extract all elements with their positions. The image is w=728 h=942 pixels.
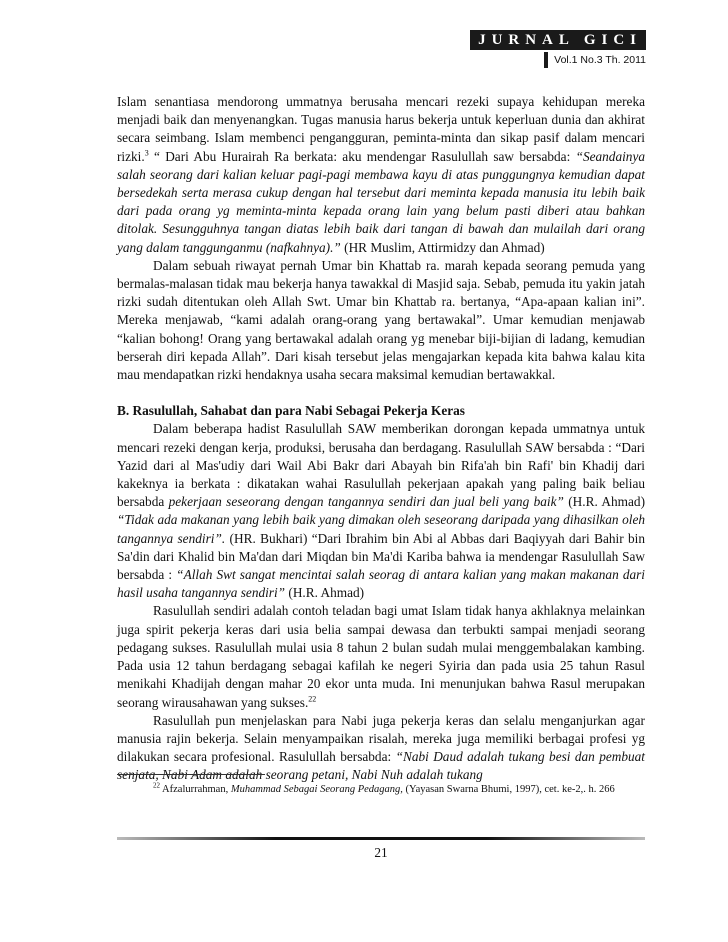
p1-hadith-quote: “Seandainya salah seorang dari kalian keluar pagi-pagi membawa kayu di atas punggungnya kemudian dapat bersedekah serta merasa cukup dengan hal tersebut dari meminta kepada manusia itu lebih baik dari pada orang yg meminta-minta kepada orang lain yang belum pasti diberi atau bahkan ditolak. Sesungguhnya tangan diatas lebih baik dari tangan di bawah dan mulailah dari orang yang dalam tanggunganmu (nafkahnya).” <box>117 148 645 255</box>
p1-text-1: Islam senantiasa mendorong ummatnya berusaha mencari rezeki supaya kehidupan mereka menjadi baik dan menyenangkan. Tugas manusia harus bekerja untuk keperluan dunia dan akhirat secara seimbang. Islam membenci pengangguran, peminta-minta dan sikap pasif dalam mencari rizki. <box>117 94 645 164</box>
journal-title: JURNAL GICI <box>470 30 646 50</box>
volume-bar <box>544 52 548 68</box>
p3-text-3: (HR. Bukhari) “Dari Ibrahim bin Abi al Abbas dari Baqiyyah dari Bahir bin Sa'din dari Khalid bin Ma'dan dari Miqdan bin Ma'di Kariba bahwa ia mendengar Rasulullah Saw bersabda : <box>117 530 645 583</box>
paragraph-1 <box>117 93 645 257</box>
p4-text-1: Rasulullah sendiri adalah contoh teladan bagi umat Islam tidak hanya akhlaknya melainkan juga spirit pekerja keras dari usia belia sampai dewasa dan terbukti sampai menjadi seorang pedagang sukses. Rasulullah mulai usia 8 tahun 2 bulan sudah mulai menggembalakan kambing. Pada usia 12 tahun berdagang sebagai kafilah ke negeri Syiria dan pada usia 25 tahun Rasul menikahi Khadijah dengan mahar 20 ekor unta muda. Ini menunjukan bahwa Rasul merupakan seorang wirausahawan yang sukses. <box>117 603 645 710</box>
paragraph-4 <box>117 602 645 711</box>
footnote-number: 22 <box>153 781 160 790</box>
p1-text-3: (HR Muslim, Attirmidzy dan Ahmad) <box>340 239 545 255</box>
volume-text: Vol.1 No.3 Th. 2011 <box>554 54 646 66</box>
footnote <box>117 782 645 798</box>
p3-quote-2: “Tidak ada makanan yang lebih baik yang dimakan oleh seseorang daripada yang dihasilkan oleh tangannya sendiri”. <box>117 512 645 546</box>
p4-footnote-ref: 22 <box>308 694 317 704</box>
p5-text-1: Rasulullah pun menjelaskan para Nabi juga pekerja keras dan selalu menganjurkan agar manusia rajin bekerja. Selain menyampaikan risalah, mereka juga memiliki berbagai profesi yg dilakukan secara profesional. Rasulullah bersabda: <box>117 712 645 765</box>
volume-line <box>470 52 646 68</box>
body-text <box>117 93 645 785</box>
p1-text-2: “ Dari Abu Hurairah Ra berkata: aku mendengar Rasulullah saw bersabda: <box>148 148 576 164</box>
p3-text-1: Dalam beberapa hadist Rasulullah SAW memberikan dorongan kepada ummatnya untuk mencari rezeki dengan kerja, produksi, berusaha dan berdagang. Rasulullah SAW bersabda : “Dari Yazid dari al Mas'udiy dari Wail Abi Bakr dari Abayah bin Rifa'ah bin Rafi' bin Khadij dari kakeknya ia berkata : dikatakan wahai Rasulullah pekerjaan apakah yang paling baik beliau bersabda <box>117 421 645 510</box>
p5-quote-1: “Nabi Daud adalah tukang besi dan pembuat senjata, Nabi Adam adalah seorang petani, Nabi Nuh adalah tukang <box>117 749 645 783</box>
footnote-author: Afzalurrahman, <box>160 784 231 795</box>
p3-text-4: (H.R. Ahmad) <box>285 585 365 601</box>
footer-rule <box>117 837 645 840</box>
p3-text-2: (H.R. Ahmad) <box>563 494 645 510</box>
p1-footnote-ref: 3 <box>144 148 149 158</box>
p3-quote-1: pekerjaan seseorang dengan tangannya sendiri dan jual beli yang baik” <box>168 494 564 510</box>
journal-header <box>470 30 646 68</box>
paragraph-3 <box>117 420 645 602</box>
footnote-title: Muhammad Sebagai Seorang Pedagang, <box>230 784 403 795</box>
footnote-publication: (Yayasan Swarna Bhumi, 1997), cet. ke-2,. h. 266 <box>402 784 615 795</box>
section-b-heading: B. Rasulullah, Sahabat dan para Nabi Sebagai Pekerja Keras <box>117 403 465 419</box>
page-number: 21 <box>374 845 388 860</box>
paragraph-2: Dalam sebuah riwayat pernah Umar bin Khattab ra. marah kepada seorang pemuda yang bermalas-malasan tidak mau bekerja hanya tawakkal di Masjid saja. Sebab, pemuda itu yakin jatah rizki sudah ditentukan oleh Allah Swt. Umar bin Khattab ra. bertanya, “Apa-apaan kalian ini”. Mereka menjawab, “kami adalah orang-orang yang bertawakal”. Umar kemudian menjawab “kalian bohong! Orang yang bertawakal adalah orang yg menebar biji-bijian di ladang, kemudian berserah diri kepada Allah”. Dari kisah tersebut jelas mengajarkan kepada kita bahwa kalau kita mau mendapatkan rizki hendaknya usaha secara maksimal kemudian bertawakkal. <box>117 257 645 383</box>
footnote-rule <box>117 774 265 775</box>
p3-quote-3: “Allah Swt sangat mencintai salah seorag di antara kalian yang makan makanan dari hasil usaha tangannya sendiri” <box>117 567 645 601</box>
